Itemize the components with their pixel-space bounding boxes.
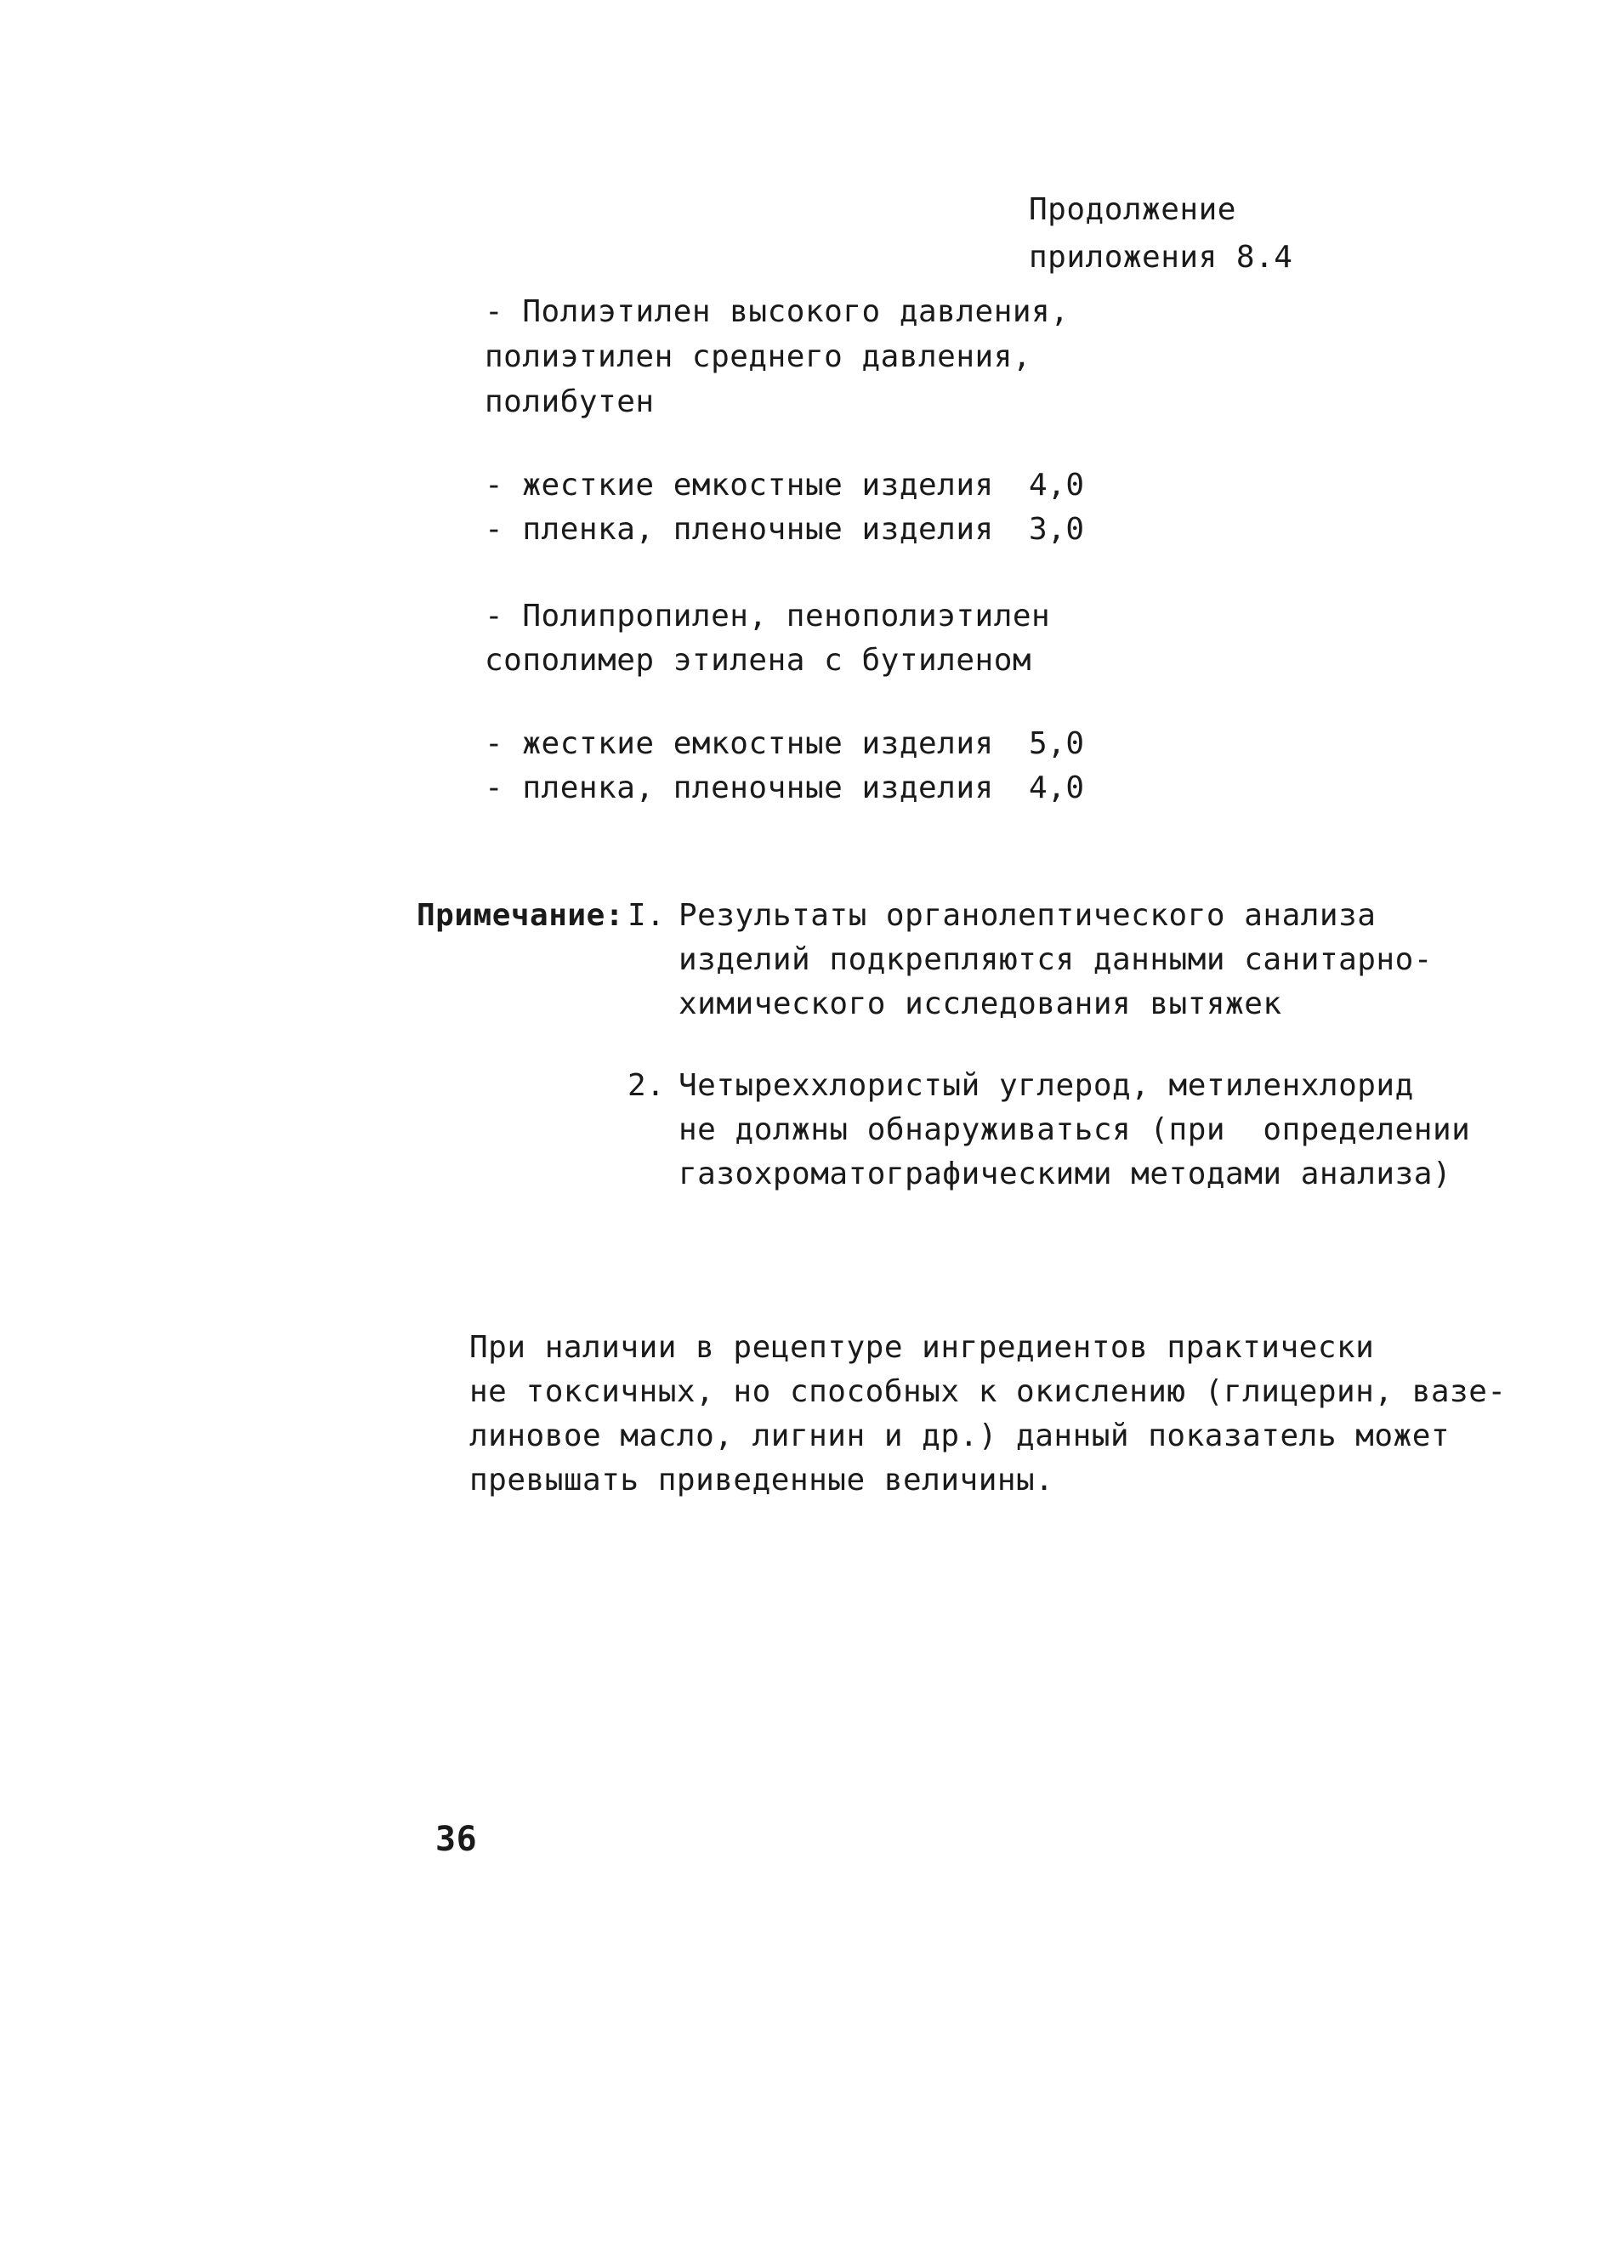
group1-title-line-3: полибутен (485, 384, 655, 419)
group2-row-1-value: 5,0 (1029, 726, 1085, 761)
group1-row-2-value: 3,0 (1029, 512, 1085, 547)
group2-title-line-1: - Полипропилен, пенополиэтилен (485, 599, 1051, 634)
page-number: 36 (435, 1820, 478, 1859)
note-item-2-number: 2. (627, 1068, 666, 1103)
note-item-2-line-3: газохроматографическими методами анализа) (679, 1157, 1452, 1191)
note-item-2-line-1: Четыреххлористый углерод, метиленхлорид (679, 1068, 1414, 1103)
footnote-line-2: не токсичных, но способных к окислению (глицерин, вазе- (469, 1374, 1507, 1409)
group1-title-line-1: - Полиэтилен высокого давления, (485, 294, 1070, 329)
footnote-line-4: превышать приведенные величины. (469, 1463, 1054, 1498)
note-item-1-line-3: химического исследования вытяжек (679, 986, 1282, 1021)
note-item-2-line-2: не должны обнаруживаться (при определении (679, 1112, 1471, 1147)
group1-row-1-label: - жесткие емкостные изделия (485, 468, 994, 503)
note-item-1-line-1: Результаты органолептического анализа (679, 898, 1377, 933)
group2-row-2-value: 4,0 (1029, 770, 1085, 805)
note-label: Примечание: (417, 898, 624, 933)
group2-row-1-label: - жесткие емкостные изделия (485, 726, 994, 761)
group2-title-line-2: сополимер этилена с бутиленом (485, 643, 1032, 678)
group1-row-2-label: - пленка, пленочные изделия (485, 512, 994, 547)
footnote-line-3: линовое масло, лигнин и др.) данный показатель может (469, 1418, 1451, 1453)
note-item-1-line-2: изделий подкрепляются данными санитарно- (679, 942, 1433, 977)
header-continuation: Продолжение (1029, 192, 1236, 227)
note-item-1-number: I. (627, 898, 666, 933)
footnote-line-1: При наличии в рецептуре ингредиентов практически (469, 1330, 1375, 1365)
group1-row-1-value: 4,0 (1029, 468, 1085, 503)
group1-title-line-2: полиэтилен среднего давления, (485, 339, 1032, 374)
group2-row-2-label: - пленка, пленочные изделия (485, 770, 994, 805)
header-appendix-ref: приложения 8.4 (1029, 240, 1293, 275)
